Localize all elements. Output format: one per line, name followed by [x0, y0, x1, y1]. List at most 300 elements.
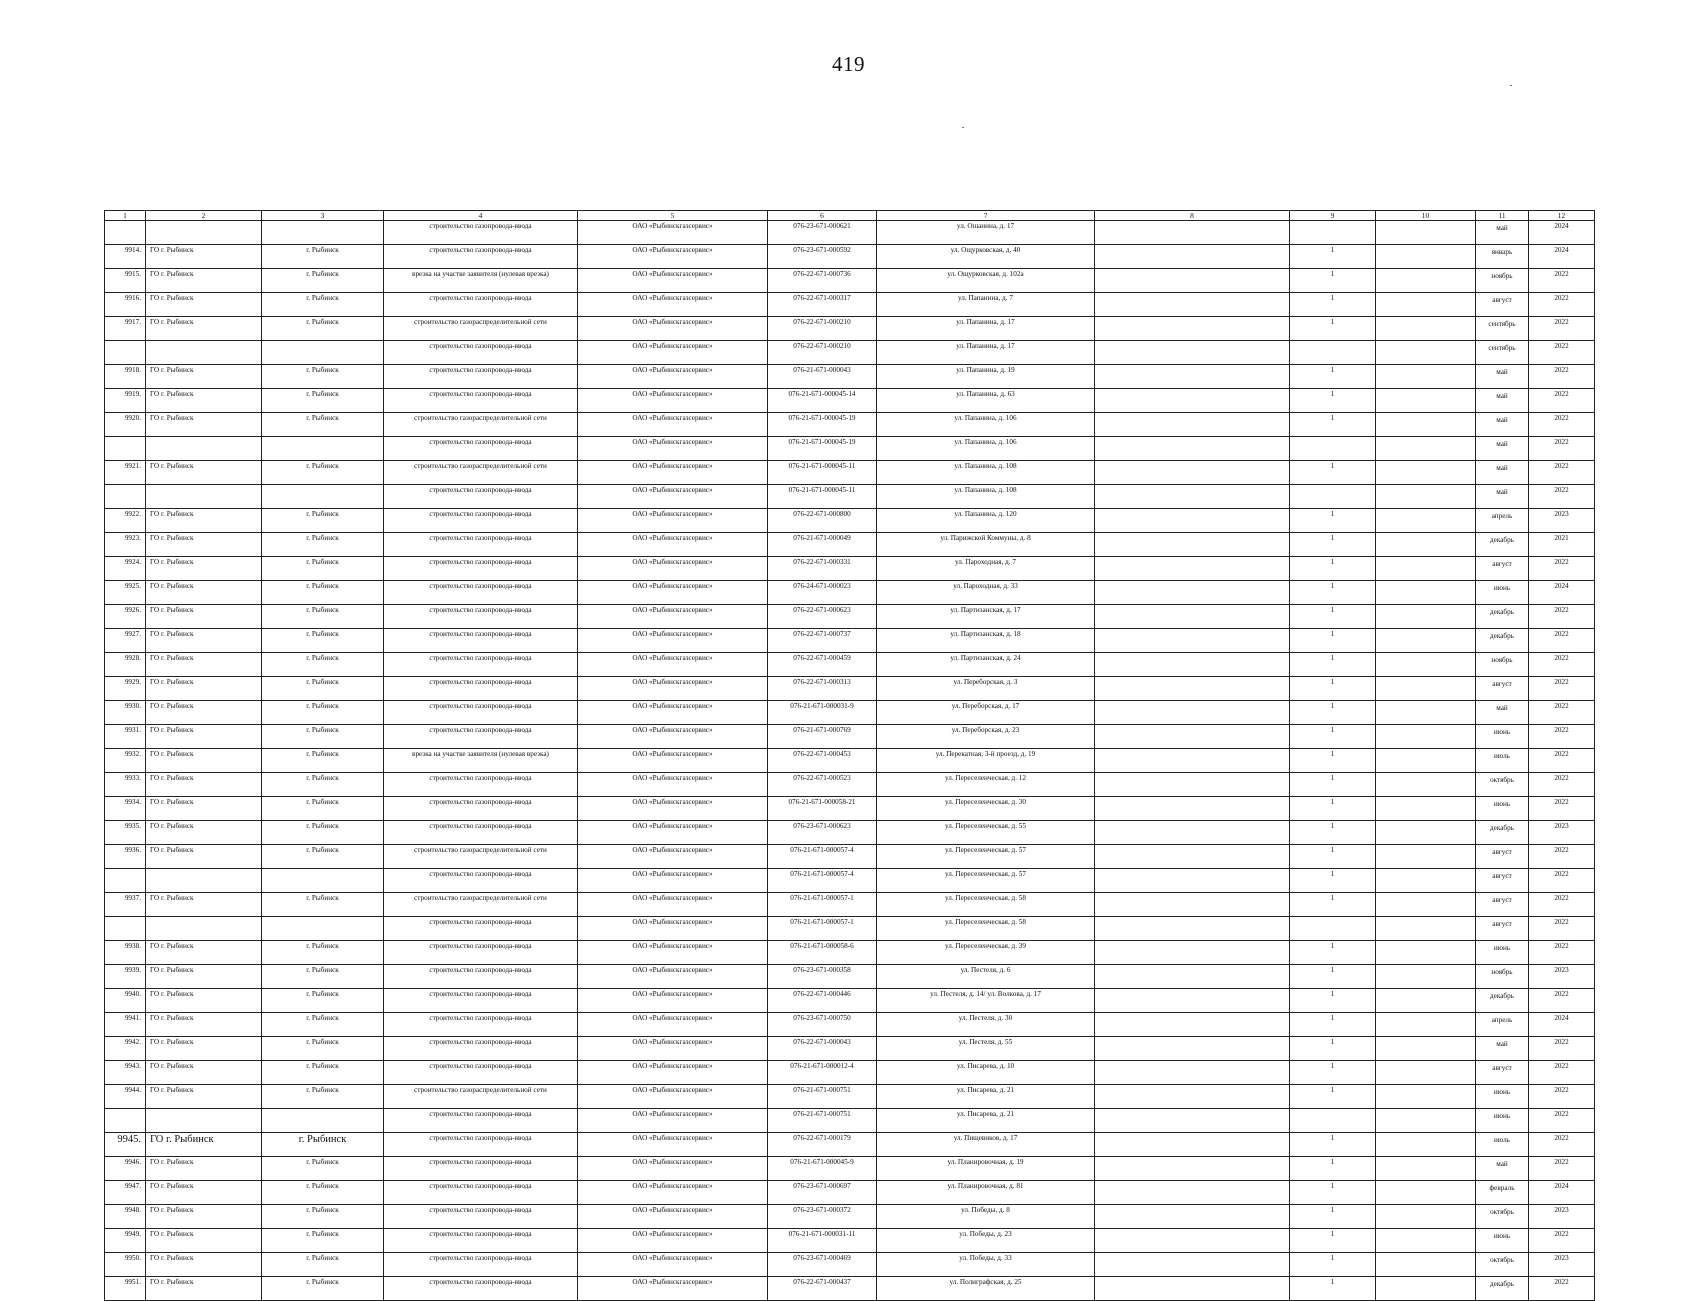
address-cell: ул. Пищевиков, д. 17: [877, 1133, 1095, 1157]
column-8-cell: [1095, 437, 1290, 461]
organization-cell: ОАО «Рыбинскгазсервис»: [578, 893, 768, 917]
work-type-cell: строительство газопровода-ввода: [384, 1205, 578, 1229]
count-cell: 1: [1290, 413, 1376, 437]
month-cell: октябрь: [1476, 1205, 1529, 1229]
code-cell: 076-21-671-000049: [768, 533, 877, 557]
column-10-cell: [1376, 317, 1476, 341]
organization-cell: ОАО «Рыбинскгазсервис»: [578, 1013, 768, 1037]
code-cell: 076-22-671-000623: [768, 605, 877, 629]
column-10-cell: [1376, 869, 1476, 893]
address-cell: ул. Папанина, д. 120: [877, 509, 1095, 533]
row-number: 9945.: [105, 1133, 146, 1157]
code-cell: 076-21-671-000012-4: [768, 1061, 877, 1085]
district-cell: ГО г. Рыбинск: [146, 245, 262, 269]
table-row: [105, 773, 1595, 797]
work-type-cell: строительство газораспределительной сети: [384, 893, 578, 917]
month-cell: апрель: [1476, 1013, 1529, 1037]
organization-cell: ОАО «Рыбинскгазсервис»: [578, 1037, 768, 1061]
row-number: 9938.: [105, 941, 146, 965]
column-10-cell: [1376, 1013, 1476, 1037]
column-8-cell: [1095, 1181, 1290, 1205]
district-cell: ГО г. Рыбинск: [146, 1157, 262, 1181]
organization-cell: ОАО «Рыбинскгазсервис»: [578, 293, 768, 317]
work-type-cell: строительство газопровода-ввода: [384, 1013, 578, 1037]
organization-cell: ОАО «Рыбинскгазсервис»: [578, 1157, 768, 1181]
count-cell: [1290, 1109, 1376, 1133]
year-cell: 2022: [1529, 1133, 1595, 1157]
month-cell: декабрь: [1476, 989, 1529, 1013]
year-cell: 2021: [1529, 533, 1595, 557]
scan-speck: [962, 127, 964, 128]
address-cell: ул. Переселенческая, д. 55: [877, 821, 1095, 845]
city-cell: г. Рыбинск: [262, 845, 384, 869]
column-header-7: 7: [877, 211, 1095, 221]
row-number: 9926.: [105, 605, 146, 629]
address-cell: ул. Планировочная, д. 19: [877, 1157, 1095, 1181]
organization-cell: ОАО «Рыбинскгазсервис»: [578, 1205, 768, 1229]
count-cell: 1: [1290, 1277, 1376, 1301]
row-number: 9925.: [105, 581, 146, 605]
column-8-cell: [1095, 677, 1290, 701]
organization-cell: ОАО «Рыбинскгазсервис»: [578, 941, 768, 965]
year-cell: 2022: [1529, 341, 1595, 365]
district-cell: ГО г. Рыбинск: [146, 653, 262, 677]
address-cell: ул. Переселенческая, д. 57: [877, 845, 1095, 869]
address-cell: ул. Победы, д. 33: [877, 1253, 1095, 1277]
code-cell: 076-23-671-000621: [768, 221, 877, 245]
city-cell: г. Рыбинск: [262, 557, 384, 581]
district-cell: [146, 341, 262, 365]
code-cell: 076-21-671-000058-21: [768, 797, 877, 821]
code-cell: 076-22-671-000800: [768, 509, 877, 533]
count-cell: 1: [1290, 797, 1376, 821]
column-10-cell: [1376, 1061, 1476, 1085]
table-row: [105, 797, 1595, 821]
table-body: [105, 221, 1595, 1301]
organization-cell: ОАО «Рыбинскгазсервис»: [578, 1253, 768, 1277]
work-type-cell: строительство газопровода-ввода: [384, 677, 578, 701]
table-row: [105, 653, 1595, 677]
work-type-cell: строительство газопровода-ввода: [384, 869, 578, 893]
table-row: [105, 629, 1595, 653]
column-8-cell: [1095, 1205, 1290, 1229]
column-8-cell: [1095, 749, 1290, 773]
column-10-cell: [1376, 269, 1476, 293]
year-cell: 2024: [1529, 1181, 1595, 1205]
district-cell: ГО г. Рыбинск: [146, 389, 262, 413]
district-cell: ГО г. Рыбинск: [146, 701, 262, 725]
month-cell: ноябрь: [1476, 269, 1529, 293]
organization-cell: ОАО «Рыбинскгазсервис»: [578, 1109, 768, 1133]
column-10-cell: [1376, 797, 1476, 821]
address-cell: ул. Папанина, д. 106: [877, 413, 1095, 437]
district-cell: ГО г. Рыбинск: [146, 1061, 262, 1085]
district-cell: ГО г. Рыбинск: [146, 941, 262, 965]
address-cell: ул. Папанина, д. 108: [877, 461, 1095, 485]
column-8-cell: [1095, 1277, 1290, 1301]
district-cell: ГО г. Рыбинск: [146, 749, 262, 773]
work-type-cell: строительство газораспределительной сети: [384, 413, 578, 437]
year-cell: 2024: [1529, 1013, 1595, 1037]
row-number: 9937.: [105, 893, 146, 917]
table-row: [105, 1085, 1595, 1109]
work-type-cell: строительство газопровода-ввода: [384, 965, 578, 989]
code-cell: 076-21-671-000045-19: [768, 413, 877, 437]
count-cell: [1290, 917, 1376, 941]
year-cell: 2022: [1529, 749, 1595, 773]
district-cell: ГО г. Рыбинск: [146, 773, 262, 797]
count-cell: 1: [1290, 1037, 1376, 1061]
code-cell: 076-22-671-000331: [768, 557, 877, 581]
district-cell: ГО г. Рыбинск: [146, 965, 262, 989]
column-8-cell: [1095, 1133, 1290, 1157]
city-cell: г. Рыбинск: [262, 653, 384, 677]
address-cell: ул. Переселенческая, д. 12: [877, 773, 1095, 797]
city-cell: г. Рыбинск: [262, 293, 384, 317]
count-cell: 1: [1290, 773, 1376, 797]
table-row: [105, 437, 1595, 461]
count-cell: 1: [1290, 245, 1376, 269]
organization-cell: ОАО «Рыбинскгазсервис»: [578, 317, 768, 341]
district-cell: ГО г. Рыбинск: [146, 461, 262, 485]
year-cell: 2022: [1529, 1277, 1595, 1301]
row-number: 9923.: [105, 533, 146, 557]
column-8-cell: [1095, 557, 1290, 581]
column-10-cell: [1376, 1277, 1476, 1301]
organization-cell: ОАО «Рыбинскгазсервис»: [578, 341, 768, 365]
address-cell: ул. Победы, д. 23: [877, 1229, 1095, 1253]
district-cell: ГО г. Рыбинск: [146, 893, 262, 917]
row-number: 9950.: [105, 1253, 146, 1277]
year-cell: 2022: [1529, 389, 1595, 413]
count-cell: [1290, 341, 1376, 365]
year-cell: 2022: [1529, 485, 1595, 509]
column-8-cell: [1095, 1085, 1290, 1109]
address-cell: ул. Пестеля, д. 30: [877, 1013, 1095, 1037]
row-number: 9932.: [105, 749, 146, 773]
city-cell: г. Рыбинск: [262, 245, 384, 269]
table-row: [105, 245, 1595, 269]
table-row: [105, 1157, 1595, 1181]
work-type-cell: строительство газопровода-ввода: [384, 701, 578, 725]
column-8-cell: [1095, 1229, 1290, 1253]
district-cell: [146, 485, 262, 509]
table-row: [105, 365, 1595, 389]
organization-cell: ОАО «Рыбинскгазсервис»: [578, 437, 768, 461]
year-cell: 2022: [1529, 725, 1595, 749]
organization-cell: ОАО «Рыбинскгазсервис»: [578, 629, 768, 653]
month-cell: август: [1476, 293, 1529, 317]
count-cell: 1: [1290, 1085, 1376, 1109]
month-cell: август: [1476, 869, 1529, 893]
row-number: 9914.: [105, 245, 146, 269]
organization-cell: ОАО «Рыбинскгазсервис»: [578, 797, 768, 821]
column-10-cell: [1376, 629, 1476, 653]
district-cell: ГО г. Рыбинск: [146, 269, 262, 293]
district-cell: ГО г. Рыбинск: [146, 1181, 262, 1205]
column-10-cell: [1376, 221, 1476, 245]
address-cell: ул. Ощурковская, д. 102а: [877, 269, 1095, 293]
city-cell: г. Рыбинск: [262, 605, 384, 629]
column-10-cell: [1376, 533, 1476, 557]
city-cell: [262, 437, 384, 461]
count-cell: 1: [1290, 653, 1376, 677]
page-number: 419: [832, 52, 865, 76]
row-number: 9939.: [105, 965, 146, 989]
count-cell: [1290, 485, 1376, 509]
column-8-cell: [1095, 413, 1290, 437]
work-type-cell: строительство газораспределительной сети: [384, 461, 578, 485]
code-cell: 076-21-671-000058-6: [768, 941, 877, 965]
month-cell: август: [1476, 677, 1529, 701]
work-type-cell: строительство газопровода-ввода: [384, 533, 578, 557]
code-cell: 076-24-671-000023: [768, 581, 877, 605]
table-row: [105, 581, 1595, 605]
month-cell: август: [1476, 845, 1529, 869]
table-row: [105, 677, 1595, 701]
table-row: [105, 1013, 1595, 1037]
district-cell: ГО г. Рыбинск: [146, 1253, 262, 1277]
organization-cell: ОАО «Рыбинскгазсервис»: [578, 533, 768, 557]
year-cell: 2024: [1529, 245, 1595, 269]
count-cell: 1: [1290, 893, 1376, 917]
column-10-cell: [1376, 557, 1476, 581]
table-row: [105, 845, 1595, 869]
count-cell: 1: [1290, 989, 1376, 1013]
year-cell: 2022: [1529, 317, 1595, 341]
code-cell: 076-21-671-000031-9: [768, 701, 877, 725]
row-number: 9942.: [105, 1037, 146, 1061]
column-header-8: 8: [1095, 211, 1290, 221]
column-8-cell: [1095, 797, 1290, 821]
month-cell: май: [1476, 221, 1529, 245]
code-cell: 076-22-671-000317: [768, 293, 877, 317]
count-cell: 1: [1290, 581, 1376, 605]
city-cell: г. Рыбинск: [262, 1061, 384, 1085]
month-cell: январь: [1476, 245, 1529, 269]
year-cell: 2022: [1529, 893, 1595, 917]
address-cell: ул. Переборская, д. 3: [877, 677, 1095, 701]
month-cell: июнь: [1476, 1085, 1529, 1109]
work-type-cell: строительство газопровода-ввода: [384, 629, 578, 653]
month-cell: август: [1476, 893, 1529, 917]
column-10-cell: [1376, 605, 1476, 629]
organization-cell: ОАО «Рыбинскгазсервис»: [578, 605, 768, 629]
code-cell: 076-23-671-000592: [768, 245, 877, 269]
column-8-cell: [1095, 1013, 1290, 1037]
code-cell: 076-22-671-000737: [768, 629, 877, 653]
address-cell: ул. Перекатная, 3-й проезд, д. 19: [877, 749, 1095, 773]
code-cell: 076-23-671-000750: [768, 1013, 877, 1037]
count-cell: [1290, 221, 1376, 245]
organization-cell: ОАО «Рыбинскгазсервис»: [578, 701, 768, 725]
table-row: [105, 461, 1595, 485]
count-cell: 1: [1290, 293, 1376, 317]
work-type-cell: строительство газопровода-ввода: [384, 773, 578, 797]
row-number: [105, 917, 146, 941]
month-cell: сентябрь: [1476, 341, 1529, 365]
month-cell: май: [1476, 437, 1529, 461]
code-cell: 076-22-671-000453: [768, 749, 877, 773]
count-cell: 1: [1290, 629, 1376, 653]
code-cell: 076-21-671-000751: [768, 1085, 877, 1109]
work-type-cell: строительство газопровода-ввода: [384, 917, 578, 941]
row-number: [105, 1109, 146, 1133]
organization-cell: ОАО «Рыбинскгазсервис»: [578, 1061, 768, 1085]
district-cell: ГО г. Рыбинск: [146, 293, 262, 317]
column-8-cell: [1095, 965, 1290, 989]
column-10-cell: [1376, 725, 1476, 749]
district-cell: ГО г. Рыбинск: [146, 1133, 262, 1157]
row-number: 9927.: [105, 629, 146, 653]
address-cell: ул. Пароходная, д. 7: [877, 557, 1095, 581]
city-cell: г. Рыбинск: [262, 1013, 384, 1037]
address-cell: ул. Папанина, д. 17: [877, 317, 1095, 341]
year-cell: 2022: [1529, 989, 1595, 1013]
organization-cell: ОАО «Рыбинскгазсервис»: [578, 557, 768, 581]
month-cell: июнь: [1476, 941, 1529, 965]
table-row: [105, 917, 1595, 941]
organization-cell: ОАО «Рыбинскгазсервис»: [578, 821, 768, 845]
work-type-cell: строительство газопровода-ввода: [384, 821, 578, 845]
column-8-cell: [1095, 269, 1290, 293]
count-cell: 1: [1290, 1133, 1376, 1157]
city-cell: г. Рыбинск: [262, 1085, 384, 1109]
row-number: 9921.: [105, 461, 146, 485]
district-cell: ГО г. Рыбинск: [146, 677, 262, 701]
count-cell: 1: [1290, 533, 1376, 557]
row-number: [105, 869, 146, 893]
table-row: [105, 989, 1595, 1013]
count-cell: [1290, 437, 1376, 461]
count-cell: 1: [1290, 317, 1376, 341]
count-cell: 1: [1290, 1181, 1376, 1205]
count-cell: 1: [1290, 725, 1376, 749]
column-8-cell: [1095, 533, 1290, 557]
year-cell: 2022: [1529, 365, 1595, 389]
count-cell: 1: [1290, 941, 1376, 965]
column-8-cell: [1095, 341, 1290, 365]
month-cell: май: [1476, 701, 1529, 725]
column-10-cell: [1376, 365, 1476, 389]
work-type-cell: строительство газопровода-ввода: [384, 797, 578, 821]
code-cell: 076-22-671-000043: [768, 1037, 877, 1061]
table-row: [105, 1229, 1595, 1253]
table-row: [105, 389, 1595, 413]
column-8-cell: [1095, 485, 1290, 509]
column-8-cell: [1095, 1157, 1290, 1181]
row-number: 9946.: [105, 1157, 146, 1181]
table-row: [105, 509, 1595, 533]
city-cell: г. Рыбинск: [262, 1253, 384, 1277]
count-cell: 1: [1290, 269, 1376, 293]
year-cell: 2022: [1529, 557, 1595, 581]
column-10-cell: [1376, 413, 1476, 437]
work-type-cell: строительство газопровода-ввода: [384, 1181, 578, 1205]
address-cell: ул. Папанина, д. 17: [877, 341, 1095, 365]
row-number: 9949.: [105, 1229, 146, 1253]
column-10-cell: [1376, 893, 1476, 917]
code-cell: 076-21-671-000045-11: [768, 461, 877, 485]
work-type-cell: строительство газопровода-ввода: [384, 941, 578, 965]
count-cell: 1: [1290, 365, 1376, 389]
city-cell: г. Рыбинск: [262, 965, 384, 989]
count-cell: 1: [1290, 1013, 1376, 1037]
row-number: 9947.: [105, 1181, 146, 1205]
row-number: 9951.: [105, 1277, 146, 1301]
column-header-12: 12: [1529, 211, 1595, 221]
code-cell: 076-23-671-000623: [768, 821, 877, 845]
address-cell: ул. Пароходная, д. 33: [877, 581, 1095, 605]
district-cell: ГО г. Рыбинск: [146, 533, 262, 557]
row-number: 9929.: [105, 677, 146, 701]
organization-cell: ОАО «Рыбинскгазсервис»: [578, 1085, 768, 1109]
city-cell: [262, 341, 384, 365]
table-row: [105, 1133, 1595, 1157]
month-cell: октябрь: [1476, 773, 1529, 797]
city-cell: г. Рыбинск: [262, 725, 384, 749]
table-row: [105, 533, 1595, 557]
work-type-cell: строительство газопровода-ввода: [384, 245, 578, 269]
column-10-cell: [1376, 1157, 1476, 1181]
row-number: 9930.: [105, 701, 146, 725]
row-number: [105, 485, 146, 509]
table-row: [105, 1205, 1595, 1229]
work-type-cell: строительство газораспределительной сети: [384, 317, 578, 341]
column-8-cell: [1095, 941, 1290, 965]
year-cell: 2024: [1529, 581, 1595, 605]
city-cell: [262, 485, 384, 509]
organization-cell: ОАО «Рыбинскгазсервис»: [578, 869, 768, 893]
code-cell: 076-21-671-000045-11: [768, 485, 877, 509]
month-cell: ноябрь: [1476, 965, 1529, 989]
table-row: [105, 1061, 1595, 1085]
organization-cell: ОАО «Рыбинскгазсервис»: [578, 1277, 768, 1301]
table-row: [105, 821, 1595, 845]
year-cell: 2023: [1529, 1253, 1595, 1277]
year-cell: 2023: [1529, 509, 1595, 533]
month-cell: май: [1476, 485, 1529, 509]
city-cell: г. Рыбинск: [262, 461, 384, 485]
district-cell: ГО г. Рыбинск: [146, 1277, 262, 1301]
city-cell: г. Рыбинск: [262, 1037, 384, 1061]
address-cell: ул. Писарева, д. 10: [877, 1061, 1095, 1085]
year-cell: 2023: [1529, 821, 1595, 845]
month-cell: май: [1476, 365, 1529, 389]
work-type-cell: строительство газопровода-ввода: [384, 1157, 578, 1181]
row-number: 9916.: [105, 293, 146, 317]
table-row: [105, 557, 1595, 581]
row-number: 9919.: [105, 389, 146, 413]
address-cell: ул. Переселенческая, д. 58: [877, 893, 1095, 917]
year-cell: 2022: [1529, 413, 1595, 437]
organization-cell: ОАО «Рыбинскгазсервис»: [578, 1181, 768, 1205]
city-cell: [262, 1109, 384, 1133]
organization-cell: ОАО «Рыбинскгазсервис»: [578, 365, 768, 389]
column-10-cell: [1376, 1037, 1476, 1061]
column-8-cell: [1095, 605, 1290, 629]
column-10-cell: [1376, 1109, 1476, 1133]
month-cell: май: [1476, 1037, 1529, 1061]
column-8-cell: [1095, 845, 1290, 869]
table-row: [105, 293, 1595, 317]
month-cell: июнь: [1476, 1109, 1529, 1133]
city-cell: г. Рыбинск: [262, 749, 384, 773]
work-type-cell: строительство газопровода-ввода: [384, 605, 578, 629]
work-type-cell: строительство газопровода-ввода: [384, 725, 578, 749]
row-number: 9928.: [105, 653, 146, 677]
table-header: [105, 211, 1595, 221]
